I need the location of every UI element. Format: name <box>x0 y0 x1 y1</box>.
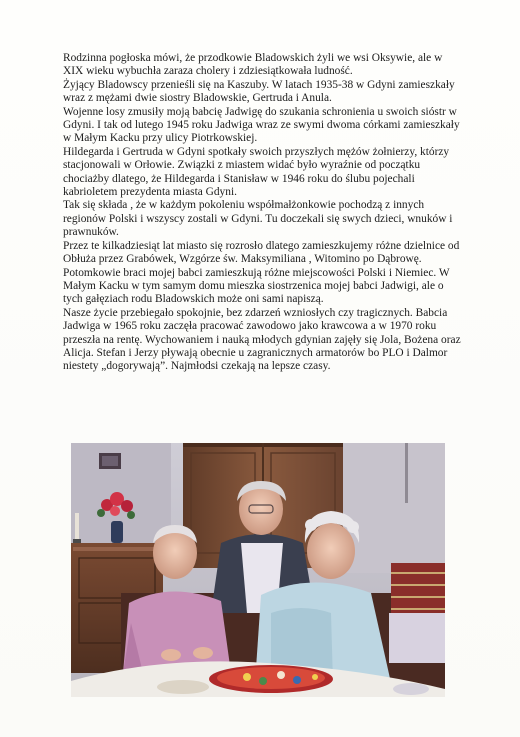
paragraph-4: Hildegarda i Gertruda w Gdyni spotkały swoich przyszłych mężów żołnierzy, którzy stacjonowali w Orłowie. Związki z miastem widać było wyraźnie od początku chociażby dlatego, że Hildegarda i Stanisław w 1946 roku do ślubu pojechali kabrioletem prezydenta miasta Gdyni. <box>63 145 450 199</box>
paragraph-7: Nasze życie przebiegało spokojnie, bez zdarzeń wzniosłych czy tragicznych. Babcia Jadwiga w 1965 roku zaczęła pracować zawodowo jako krawcowa a w 1970 roku przeszła na rentę. Wychowaniem i nauką młodych gdynian zajęły się Jola, Bożena oraz Alicja. Stefan i Jerzy pływają obecnie u zagranicznych armatorów bo PLO i Dalmor niestety „dogorywają”. Najmłodsi czekają na lepsze czasy. <box>63 306 461 373</box>
paragraph-1: Rodzinna pogłoska mówi, że przodkowie Bladowskich żyli we wsi Oksywie, ale w XIX wieku wybuchła zaraza cholery i zdziesiątkowała ludność. <box>63 52 443 78</box>
paragraph-6: Przez te kilkadziesiąt lat miasto się rozrosło dlatego zamieszkujemy różne dzielnice od Obłuża przez Grabówek, Wzgórze św. Maksymiliana , Witomino po Dąbrowę. Potomkowie braci mojej babci zamieszkują różne miejscowości Polski i Niemiec. W Małym Kacku w tym samym domu mieszka siostrzenica mojej babci Jadwigi, ale o tych gałęziach rodu Bladowskich może oni sami napiszą. <box>63 239 460 306</box>
paragraph-5: Tak się składa , że w każdym pokoleniu współmałżonkowie pochodzą z innych regionów Polski i wszyscy zostali w Gdyni. Tu doczekali się swych dzieci, wnuków i prawnuków. <box>63 199 453 239</box>
family-photo <box>71 443 445 697</box>
paragraph-3: Wojenne losy zmusiły moją babcię Jadwigę do szukania schronienia u swoich sióstr w Gdyni. I tak od lutego 1945 roku Jadwiga wraz ze swymi dwoma córkami zamieszkały w Małym Kacku przy ulicy Piotrkowskiej. <box>63 105 460 145</box>
document-body <box>63 52 463 374</box>
family-photo-illustration <box>71 443 445 697</box>
paragraph-2: Żyjący Bladowscy przenieśli się na Kaszuby. W latach 1935-38 w Gdyni zamieszkały wraz z mężami dwie siostry Bladowskie, Gertruda i Anula. <box>63 78 455 105</box>
